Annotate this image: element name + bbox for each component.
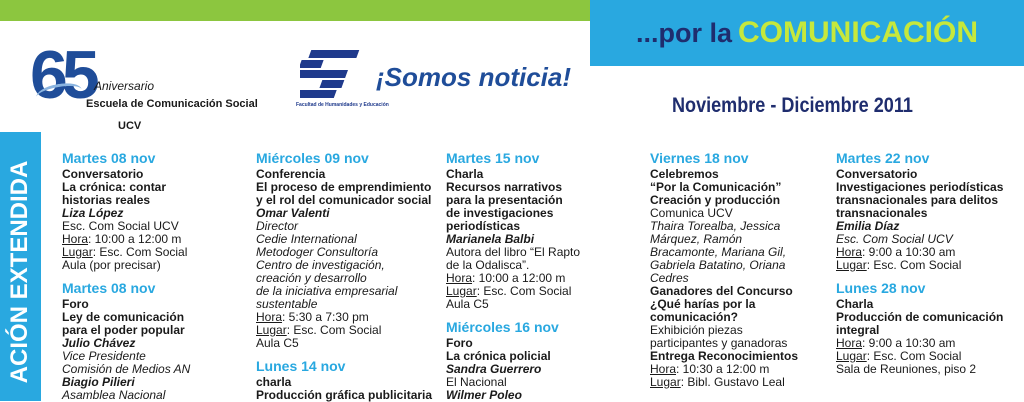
event-line: Autora del libro “El Rapto	[446, 245, 581, 259]
event-line: “Por la Comunicación”	[650, 180, 782, 194]
event-date: Martes 08 nov	[62, 280, 156, 296]
event-line: Creación y producción	[650, 193, 781, 207]
event-line: y el rol del comunicador social	[256, 193, 432, 207]
schedule-column	[446, 150, 626, 402]
event-date: Martes 22 nov	[836, 150, 930, 166]
event-line: para la presentación	[446, 193, 563, 207]
event-line: Sala de Reuniones, piso 2	[836, 362, 977, 376]
side-label: ACIÓN EXTENDIDA	[6, 160, 33, 384]
event-line-value: : Esc. Com Social	[866, 258, 962, 272]
event-line: Exhibición piezas	[650, 323, 743, 337]
event-date: Lunes 28 nov	[836, 280, 926, 296]
event-line: integral	[836, 323, 880, 337]
event-line: Metodoger Consultoría	[256, 245, 379, 259]
event-line-label: Hora	[836, 336, 863, 350]
banner-highlight: COMUNICACIÓN	[738, 16, 979, 49]
event-line: Foro	[446, 336, 473, 350]
event-line-label: Lugar	[62, 245, 93, 259]
event-line: Vice Presidente	[62, 349, 146, 363]
event-block	[256, 150, 441, 350]
event-line: Asamblea Nacional	[62, 388, 166, 402]
event-line: Entrega Reconocimientos	[650, 349, 799, 363]
logo-faculty-text: Facultad de Humanidades y Educación	[296, 102, 389, 108]
event-line: Sandra Guerrero	[446, 362, 542, 376]
event-line-value: : 10:00 a 12:00 m	[472, 271, 566, 285]
event-line: para el poder popular	[62, 323, 185, 337]
event-line: Omar Valenti	[256, 206, 330, 220]
event-line: periodísticas	[446, 219, 521, 233]
event-line-value: : 9:00 a 10:30 am	[862, 336, 956, 350]
event-block	[446, 150, 626, 311]
slogan: ¡Somos noticia!	[376, 62, 572, 92]
event-line: La crónica policial	[446, 349, 551, 363]
event-line-label: Hora	[650, 362, 677, 376]
event-line: Gabriela Batatino, Oriana	[650, 258, 786, 272]
event-date: Miércoles 09 nov	[256, 150, 369, 166]
event-line: Wilmer Poleo	[446, 388, 522, 402]
event-line: Investigaciones periodísticas	[836, 180, 1004, 194]
event-line: Producción gráfica publicitaria	[256, 388, 433, 402]
anniversary-logo	[30, 37, 258, 132]
event-line-label: Lugar	[256, 323, 287, 337]
event-line: Foro	[62, 297, 89, 311]
event-line: Aula C5	[256, 336, 299, 350]
event-line: Centro de investigación,	[256, 258, 385, 272]
event-line: Emilia Díaz	[836, 219, 900, 233]
event-line: Producción de comunicación	[836, 310, 1004, 324]
logo-anniversary: Aniversario	[94, 79, 155, 93]
event-line: historias reales	[62, 193, 151, 207]
schedule-column	[62, 150, 237, 402]
event-line-label: Hora	[446, 271, 473, 285]
banner	[590, 0, 1024, 66]
event-line: Julio Chávez	[62, 336, 136, 350]
event-line: transnacionales	[836, 206, 928, 220]
event-date: Miércoles 16 nov	[446, 319, 559, 335]
event-line: ¿Qué harías por la	[650, 297, 756, 311]
event-line-value: : Esc. Com Social	[92, 245, 188, 259]
event-line: Comisión de Medios AN	[62, 362, 191, 376]
event-line: de la iniciativa empresarial	[256, 284, 398, 298]
event-spacer	[836, 272, 1021, 280]
schedule-column	[836, 150, 1021, 376]
event-spacer	[62, 272, 237, 280]
event-line-label: Lugar	[446, 284, 477, 298]
event-block	[256, 358, 441, 402]
event-spacer	[446, 311, 626, 319]
date-range: Noviembre - Diciembre 2011	[672, 94, 913, 117]
event-line: Esc. Com Social UCV	[836, 232, 953, 246]
event-line-value: : Esc. Com Social	[476, 284, 572, 298]
event-line: Aula (por precisar)	[62, 258, 161, 272]
event-line-label: Hora	[256, 310, 283, 324]
event-block	[836, 280, 1021, 376]
event-date: Viernes 18 nov	[650, 150, 749, 166]
banner-prefix: ...por la	[635, 17, 733, 48]
schedule-column	[650, 150, 820, 389]
event-line-value: : 9:00 a 10:30 am	[862, 245, 956, 259]
event-line: Conversatorio	[62, 167, 144, 181]
event-line	[650, 376, 820, 389]
event-line: participantes y ganadoras	[650, 336, 788, 350]
event-line: comunicación?	[650, 310, 739, 324]
event-block	[62, 150, 237, 272]
event-line: Ley de comunicación	[62, 310, 185, 324]
event-line-value: : 5:30 a 7:30 pm	[282, 310, 369, 324]
top-green-band	[0, 0, 590, 21]
event-line: Charla	[836, 297, 874, 311]
event-line: Director	[256, 219, 299, 233]
event-line: transnacionales para delitos	[836, 193, 999, 207]
logo-school: Escuela de Comunicación Social	[86, 98, 258, 110]
event-spacer	[256, 350, 441, 358]
event-line-value: : Bibl. Gustavo Leal	[680, 375, 785, 389]
event-line: Cedie International	[256, 232, 357, 246]
side-bar	[0, 132, 41, 401]
event-line-label: Lugar	[650, 375, 681, 389]
event-line-value: : 10:00 a 12:00 m	[88, 232, 182, 246]
event-line: Liza López	[62, 206, 124, 220]
event-line: Charla	[446, 167, 484, 181]
event-line: Comunica UCV	[650, 206, 733, 220]
event-date: Lunes 14 nov	[256, 358, 346, 374]
logo-number: 65	[30, 37, 94, 113]
faculty-logo	[296, 48, 389, 110]
event-line: Conferencia	[256, 167, 326, 181]
event-line: Recursos narrativos	[446, 180, 563, 194]
event-line: sustentable	[256, 297, 318, 311]
event-line: Márquez, Ramón	[650, 232, 743, 246]
event-line: Biagio Pilieri	[62, 375, 135, 389]
event-line: de investigaciones	[446, 206, 554, 220]
faculty-s-logo-icon	[300, 48, 362, 100]
event-line: El proceso de emprendimiento	[256, 180, 432, 194]
event-line-value: : 10:30 a 12:00 m	[676, 362, 770, 376]
event-line: Marianela Balbi	[446, 232, 535, 246]
event-block	[836, 150, 1021, 272]
event-line: Aula C5	[446, 297, 489, 311]
event-line: Thaira Torealba, Jessica	[650, 219, 781, 233]
event-line: Celebremos	[650, 167, 719, 181]
event-line: creación y desarrollo	[256, 271, 367, 285]
event-line: Conversatorio	[836, 167, 918, 181]
event-line: Ganadores del Concurso	[650, 284, 793, 298]
event-block	[62, 280, 237, 402]
event-line: Esc. Com Social UCV	[62, 219, 179, 233]
event-line-value: : Esc. Com Social	[286, 323, 382, 337]
event-line: El Nacional	[446, 375, 507, 389]
logo-ucv: UCV	[118, 120, 142, 132]
event-line: Cedres	[650, 271, 689, 285]
event-date: Martes 15 nov	[446, 150, 540, 166]
event-line: charla	[256, 375, 292, 389]
schedule-column	[256, 150, 441, 402]
event-line-value: : Esc. Com Social	[866, 349, 962, 363]
event-line-label: Lugar	[836, 258, 867, 272]
event-line-label: Hora	[836, 245, 863, 259]
event-line: de la Odalisca”.	[446, 258, 530, 272]
event-line: La crónica: contar	[62, 180, 167, 194]
event-line-label: Hora	[62, 232, 89, 246]
event-line	[836, 259, 1021, 272]
event-block	[446, 319, 626, 402]
event-line: Bracamonte, Mariana Gil,	[650, 245, 787, 259]
event-line-label: Lugar	[836, 349, 867, 363]
event-date: Martes 08 nov	[62, 150, 156, 166]
event-block	[650, 150, 820, 389]
